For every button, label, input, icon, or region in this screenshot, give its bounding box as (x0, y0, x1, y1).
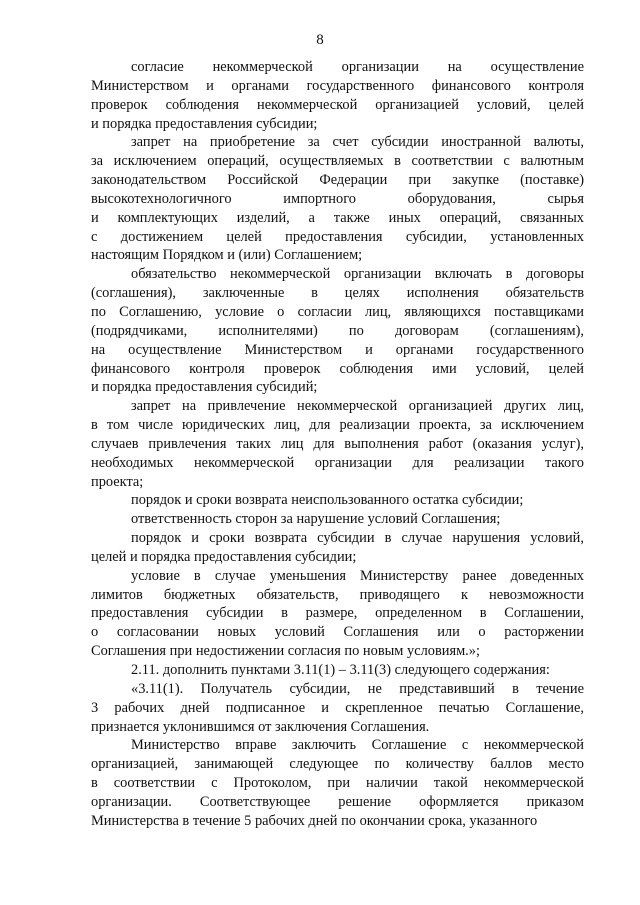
text-line: Соглашения при недостижении согласия по новым условиям.»; (91, 643, 480, 660)
text-line: о согласовании новых условий Соглашения или о расторжении (91, 624, 584, 641)
text-line: обязательство некоммерческой организации включать в договоры (131, 266, 584, 283)
text-line: признается уклонившимся от заключения Соглашения. (91, 718, 430, 735)
text-line: Министерством и органами государственного финансового контроля (91, 77, 584, 94)
paragraph (91, 680, 584, 737)
paragraph (91, 133, 584, 265)
text-line: и порядка предоставления субсидии; (91, 115, 318, 132)
text-line: законодательством Российской Федерации при закупке (поставке) (91, 172, 584, 189)
text-line: организации. Соответствующее решение оформляется приказом (91, 793, 584, 810)
text-line: в том числе юридических лиц, для реализации проекта, за исключением (91, 417, 584, 434)
page-number: 8 (316, 32, 324, 48)
paragraph (91, 58, 584, 133)
paragraph (91, 529, 584, 567)
text-line: (соглашения), заключенные в целях исполнения обязательств (91, 285, 584, 302)
paragraph (91, 736, 584, 830)
text-line: по Соглашению, условие о согласии лиц, являющихся поставщиками (91, 303, 584, 320)
text-line: с достижением целей предоставления субсидии, установленных (91, 228, 584, 245)
text-line: и порядка предоставления субсидий; (91, 379, 318, 396)
paragraph (91, 567, 584, 661)
paragraph (91, 265, 584, 397)
text-line: и комплектующих изделий, а также иных операций, связанных (91, 209, 584, 226)
text-line: организацией, занимающей следующее по количеству баллов место (91, 756, 584, 773)
text-line: Министерства в течение 5 рабочих дней по окончании срока, указанного (91, 812, 538, 829)
text-line: ответственность сторон за нарушение условий Соглашения; (131, 511, 501, 528)
text-line: проверок соблюдения некоммерческой организацией условий, целей (91, 96, 584, 113)
document-body (91, 58, 584, 831)
text-line: порядок и сроки возврата субсидии в случае нарушения условий, (131, 530, 584, 547)
paragraph (91, 491, 584, 510)
text-line: условие в случае уменьшения Министерству ранее доведенных (131, 567, 584, 584)
text-line: случаев привлечения таких лиц для выполнения работ (оказания услуг), (91, 435, 584, 452)
text-line: за исключением операций, осуществляемых в соответствии с валютным (91, 153, 584, 170)
text-line: высокотехнологичного импортного оборудования, сырья (91, 190, 584, 207)
text-line: запрет на приобретение за счет субсидии иностранной валюты, (131, 134, 584, 151)
paragraph (91, 661, 584, 680)
text-line: (подрядчиками, исполнителями) по договорам (соглашениям), (91, 322, 584, 339)
paragraph (91, 397, 584, 491)
text-line: финансового контроля проверок соблюдения ими условий, целей (91, 360, 584, 377)
text-line: на осуществление Министерством и органами государственного (91, 341, 584, 358)
text-line: Министерство вправе заключить Соглашение с некоммерческой (131, 737, 584, 754)
text-line: 3 рабочих дней подписанное и скрепленное печатью Соглашение, (91, 699, 584, 716)
text-line: «3.11(1). Получатель субсидии, не представивший в течение (131, 680, 584, 697)
paragraph (91, 510, 584, 529)
text-line: настоящим Порядком и (или) Соглашением; (91, 247, 363, 264)
text-line: проекта; (91, 473, 144, 490)
text-line: необходимых некоммерческой организации для реализации такого (91, 454, 584, 471)
text-line: в соответствии с Протоколом, при наличии такой некоммерческой (91, 775, 584, 792)
text-line: предоставления субсидии в размере, определенном в Соглашении, (91, 605, 584, 622)
text-line: лимитов бюджетных обязательств, приводящего к невозможности (91, 586, 584, 603)
text-line: запрет на привлечение некоммерческой организацией других лиц, (131, 398, 584, 415)
text-line: 2.11. дополнить пунктами 3.11(1) – 3.11(3) следующего содержания: (131, 662, 550, 678)
text-line: порядок и сроки возврата неиспользованного остатка субсидии; (131, 492, 524, 509)
text-line: согласие некоммерческой организации на осуществление (131, 59, 584, 75)
text-line: целей и порядка предоставления субсидии; (91, 548, 357, 565)
